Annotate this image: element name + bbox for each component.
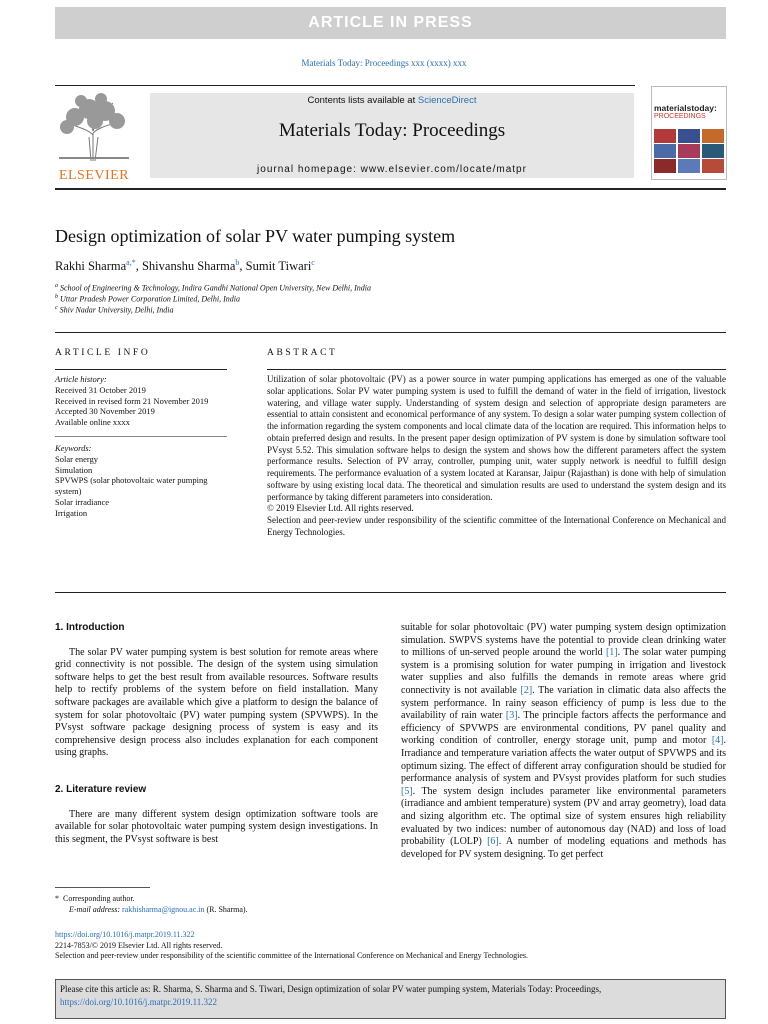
journal-reference-link[interactable]: Materials Today: Proceedings xxx (xxxx) xxx <box>301 58 467 68</box>
abstract-body <box>267 374 726 539</box>
literature-review-heading: 2. Literature review <box>55 783 147 795</box>
author-affiliation-mark[interactable]: c <box>311 258 315 267</box>
citation-ref-link[interactable]: [2] <box>520 684 533 696</box>
journal-cover <box>651 86 727 180</box>
right-column-paragraph <box>401 622 726 861</box>
article-history <box>55 374 235 428</box>
keyword: Solar irradiance <box>55 496 110 507</box>
keywords <box>55 443 235 519</box>
author-separator: , <box>239 259 246 274</box>
journal-header <box>150 93 634 178</box>
cover-image-icon <box>654 129 724 173</box>
doi-link[interactable]: https://doi.org/10.1016/j.matpr.2019.11.322 <box>55 930 195 939</box>
citation-text: Please cite this article as: R. Sharma, S. Sharma and S. Tiwari, Design optimization of solar PV water pumping system, Materials Today: Proceedings, <box>60 984 602 994</box>
journal-title: Materials Today: Proceedings <box>278 120 506 141</box>
contents-prefix: Contents lists available at <box>307 95 418 106</box>
keyword: SPVWPS (solar photovoltaic water pumping system) <box>55 475 208 497</box>
paper-title: Design optimization of solar PV water pumping system <box>55 226 456 246</box>
abstract-peer-review: Selection and peer-review under responsibility of the scientific committee of the International Conference on Mechanical and Energy Technologies. <box>267 515 726 537</box>
cover-subtitle: PROCEEDINGS <box>654 113 706 120</box>
author-list <box>55 258 315 274</box>
affiliation <box>55 294 240 304</box>
article-info-rule <box>55 369 227 370</box>
footnote <box>55 893 248 915</box>
keyword: Irrigation <box>55 507 88 518</box>
keywords-label: Keywords: <box>55 443 92 453</box>
author-name: Sumit Tiwari <box>245 259 312 274</box>
introduction-paragraph: The solar PV water pumping system is best solution for remote areas where grid connectivity is not possible. The design of the system using simulation software helps to get the best result from available resources. Software results help to rectify problems of the system before on field installation. Many software packages are available which give a platform to design the balance of system for solar photovoltaic (PV) water pumping system (SPVWPS). In the PVsyst software package designing process of system is easy and its comprehensive design process also includes explanation for each component using graphs. <box>55 646 378 759</box>
text-run: . The principle factors affects the performance and efficiency of SPVWPS are environmental conditions, PV panel quality and working condition of controller, energy storage unit, pump and motor <box>401 710 726 747</box>
text-run: . The solar water pumping system is a promising solution for water pumping in irrigation and livestock water supplies and also fulfills the demands in remote areas where grid connectivity is not available <box>401 647 726 696</box>
affiliation-mark: b <box>55 294 58 300</box>
author-affiliation-mark[interactable]: b <box>235 258 240 267</box>
affiliation-text: Shiv Nadar University, Delhi, India <box>59 305 174 315</box>
abstract-paragraph: Utilization of solar photovoltaic (PV) as a power source in water pumping applications has emerged as one of the valuable solar applications. Solar PV water pumping system is used to fulfill the demand of water in the field of irrigation, livestock watering, and village water supply. Understanding of system design and selection of appropriate design parameters are essential to attain consistent and economical performance of any system. To design a solar water pumping system collection of the information regarding the system components and local climate data of the location are required. This information helps to obtain preferred design and results. In the present paper design optimization of PV system is done by simulation software tool PVsyst 5.52. This simulation software helps to design the system and shows how the different parameters affect the system performance results. Selection of PV array, controller, pumping unit, water supply network is needful to fulfill design requirements. The performance evaluation of a system located at Karansar, Jaipur (Rajasthan) is done with help of simulation software by using existing local data. The theoretical and simulation results are used to understand the system design and its performance by taking different parameters into consideration. <box>267 374 726 502</box>
affiliation <box>55 283 371 293</box>
introduction-heading: 1. Introduction <box>55 622 125 633</box>
left-column <box>55 622 378 846</box>
citation-box <box>55 979 726 1019</box>
text-run: suitable for solar photovoltaic (PV) water pumping system design optimization simulation. SWPVS systems have the potential to provide clean drinking water to millions of un-served people around the world <box>401 622 726 659</box>
elsevier-wordmark: ELSEVIER <box>58 168 130 183</box>
body-top-rule <box>55 592 726 593</box>
history-item: Received 31 October 2019 <box>55 384 146 395</box>
cover-title: materialstoday: <box>654 103 717 113</box>
history-item: Accepted 30 November 2019 <box>55 406 155 417</box>
citation-ref-link[interactable]: [4] <box>711 735 724 747</box>
banner-text: ARTICLE IN PRESS <box>308 14 473 31</box>
author-affiliation-mark[interactable]: a,* <box>126 258 136 267</box>
citation-ref-link[interactable]: [6] <box>487 836 499 848</box>
abstract-copyright: © 2019 Elsevier Ltd. All rights reserved. <box>267 503 414 514</box>
email-owner: (R. Sharma). <box>204 905 248 914</box>
history-item: Received in revised form 21 November 2019 <box>55 395 209 406</box>
affiliation-text: School of Engineering & Technology, Indira Gandhi National Open University, New Delhi, India <box>60 283 372 293</box>
author-name: Rakhi Sharma <box>55 259 127 274</box>
keywords-rule <box>55 436 227 437</box>
citation-doi-link[interactable]: https://doi.org/10.1016/j.matpr.2019.11.322 <box>60 997 218 1007</box>
doi-block <box>55 930 528 962</box>
history-item: Available online xxxx <box>55 417 130 428</box>
text-run: . The system design includes parameter like environmental parameters (irradiance and ambient temperature) system (PV and array geometry), load data and sizing algorithm etc. The optimal size of system ensures high reliability evaluated by two indices: number of autonomous day (NAD) and loss of load probability (LOLP) <box>401 785 726 848</box>
affiliation-text: Uttar Pradesh Power Corporation Limited, Delhi, India <box>60 294 240 304</box>
elsevier-logo <box>55 93 133 183</box>
header-bottom-rule <box>55 188 726 190</box>
keyword: Solar energy <box>55 453 99 464</box>
footnote-mark: * <box>55 894 59 903</box>
sciencedirect-link[interactable]: ScienceDirect <box>417 95 477 106</box>
citation-ref-link[interactable]: [5] <box>401 785 413 797</box>
article-in-press-banner <box>55 7 726 39</box>
header-top-rule <box>55 85 635 86</box>
citation-ref-link[interactable]: [1] <box>605 647 618 659</box>
author-separator: , <box>135 259 142 274</box>
citation-ref-link[interactable]: [3] <box>505 710 518 722</box>
article-info-heading: ARTICLE INFO <box>55 348 151 358</box>
peer-review-note: Selection and peer-review under responsibility of the scientific committee of the International Conference on Mechanical and Energy Technologies. <box>55 951 529 960</box>
metadata-top-rule <box>55 332 726 333</box>
abstract-rule <box>267 369 726 370</box>
keyword: Simulation <box>55 464 93 475</box>
history-label: Article history: <box>55 374 107 384</box>
footnote-rule <box>55 887 150 888</box>
text-run: . Irradiance and temperature variation affects the water output of SPVWPS and its optimum sizing. The effect of different array configuration should be studied for performance analysis of system and PVsyst provides platform for such studies <box>401 735 726 785</box>
right-column <box>401 622 726 861</box>
abstract-heading: ABSTRACT <box>267 348 338 358</box>
email-label: E-mail address: <box>69 905 123 914</box>
affiliation-mark: c <box>55 305 58 311</box>
literature-review-paragraph: There are many different system design optimization software tools are available for solar photovoltaic water pumping system design investigations. In this segment, the PVsyst software is best <box>55 808 378 845</box>
affiliation-mark: a <box>55 283 58 289</box>
elsevier-tree-icon <box>55 93 133 163</box>
affiliation <box>55 305 173 315</box>
author-name: Shivanshu Sharma <box>141 259 236 274</box>
text-run: . The variation in climatic data also affects the system performance. In rainy season efficiency of pump is less due to the availability of rain water <box>401 684 727 722</box>
contents-line <box>150 95 634 106</box>
text-run: . A number of modeling equations and methods has developed for PV system designing. To get perfect <box>401 836 727 860</box>
email-link[interactable]: rakhisharma@ignou.ac.in <box>122 905 205 914</box>
corresponding-author-note: Corresponding author. <box>63 894 135 903</box>
issn-line: 2214-7853/© 2019 Elsevier Ltd. All rights reserved. <box>55 940 223 950</box>
journal-homepage[interactable]: journal homepage: www.elsevier.com/locate/matpr <box>257 164 527 175</box>
